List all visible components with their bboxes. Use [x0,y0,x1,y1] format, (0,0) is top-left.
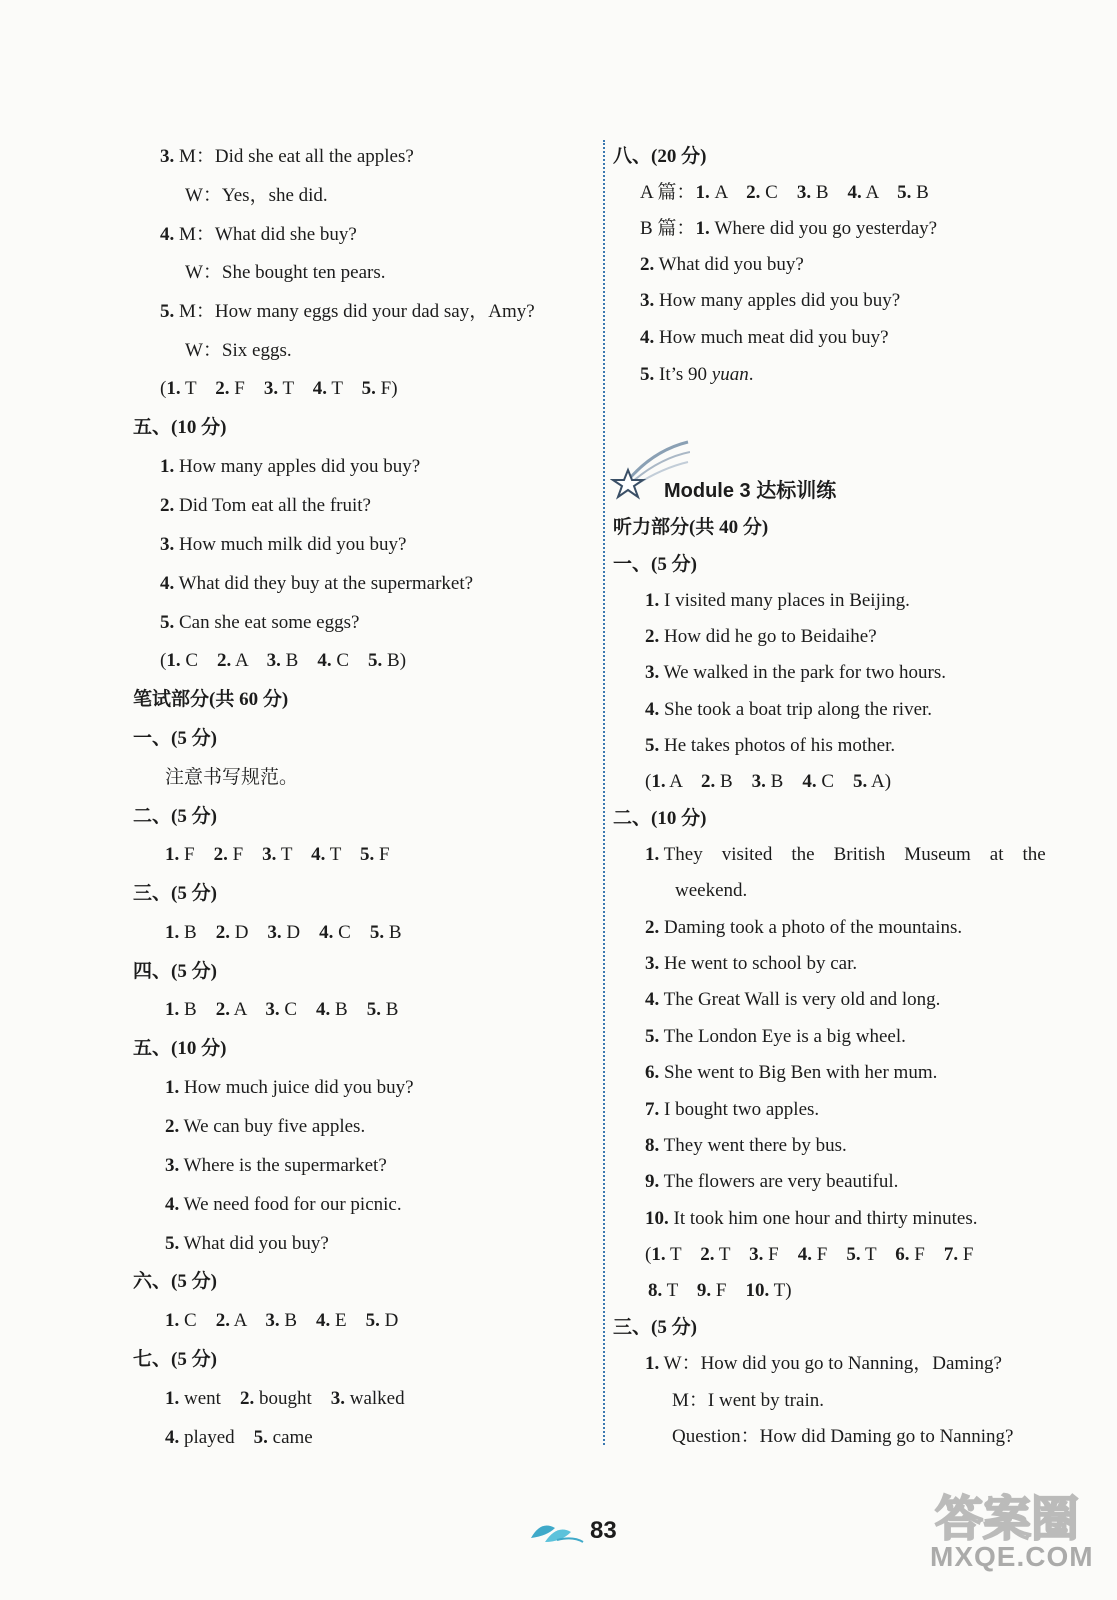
answer-line [675,880,747,902]
section-heading [133,689,288,711]
item-number: 3. [160,146,175,167]
line-text: A 篇：1. A 2. C 3. B 4. A 5. B [640,182,929,203]
answer-line [160,534,406,556]
answer-line [645,735,895,757]
line-text: (1. T 2. T 3. F 4. F 5. T 6. F 7. F [645,1244,974,1265]
line-text: It’s 90 yuan. [654,364,754,385]
answer-line [160,456,420,478]
item-number: 4. [645,699,660,720]
answer-line [165,844,390,866]
line-text: B 篇：1. Where did you go yesterday? [640,218,938,239]
watermark-logo-text: 答案圈 [935,1491,1080,1547]
item-number: 4. [160,573,175,594]
line-text: How many apples did you buy? [174,456,421,477]
line-text: Where is the supermarket? [179,1155,387,1176]
item-number: 3. [160,534,175,555]
answer-line [640,254,804,276]
line-text: 1. B 2. D 3. D 4. C 5. B [165,922,402,943]
line-text: 四、(5 分) [133,961,217,982]
line-text: 听力部分(共 40 分) [613,517,769,538]
answer-line [645,626,877,648]
line-text: 1. F 2. F 3. T 4. T 5. F [165,844,390,865]
line-text: The Great Wall is very old and long. [659,989,941,1010]
line-text: They visited the British Museum at the [659,844,1046,865]
line-text: She took a boat trip along the river. [659,699,933,720]
section-heading [133,1038,226,1060]
item-number: 3. [165,1155,180,1176]
answer-line [160,378,398,400]
line-text: W：She bought ten pears. [185,262,386,283]
line-text: What did you buy? [654,254,804,275]
line-text: 八、(20 分) [613,146,707,167]
answer-line [165,1388,405,1410]
answer-line [645,1244,973,1266]
item-number: 9. [645,1171,660,1192]
answer-line [645,1062,937,1084]
line-text: 一、(5 分) [133,728,217,749]
line-text: 二、(10 分) [613,808,707,829]
item-number: 1. [165,1077,180,1098]
item-number: 5. [640,364,655,385]
line-text: Daming took a photo of the mountains. [659,917,963,938]
answer-line [645,1099,819,1121]
answer-line [640,327,889,349]
item-number: 1. [645,1353,660,1374]
answer-line [645,1135,847,1157]
answer-line [160,495,371,517]
item-number: 6. [645,1062,660,1083]
item-number: 2. [645,917,660,938]
item-number: 7. [645,1099,660,1120]
line-text: He takes photos of his mother. [659,735,896,756]
line-text: How much juice did you buy? [179,1077,414,1098]
answer-line [645,590,910,612]
line-text: 二、(5 分) [133,806,217,827]
line-text: We can buy five apples. [179,1116,366,1137]
item-number: 5. [645,1026,660,1047]
answer-line [640,290,900,312]
answer-line [165,767,298,789]
answer-line [645,662,946,684]
line-text: 一、(5 分) [613,554,697,575]
line-text: M：How many eggs did your dad say，Amy? [174,301,535,322]
answer-line [645,1171,898,1193]
section-heading [613,1317,697,1339]
line-text: 4. played 5. came [165,1427,313,1448]
answer-line [645,953,857,975]
item-number: 2. [160,495,175,516]
line-text: (1. A 2. B 3. B 4. C 5. A) [645,771,892,792]
item-number: 1. [645,590,660,611]
answer-line [645,917,962,939]
answer-line [185,185,328,207]
item-number: 8. [645,1135,660,1156]
answer-line [165,1194,402,1216]
line-text: (1. C 2. A 3. B 4. C 5. B) [160,650,407,671]
item-number: 10. [645,1208,669,1229]
item-number: 2. [165,1116,180,1137]
line-text: How did he go to Beidaihe? [659,626,877,647]
item-number: 5. [160,612,175,633]
answer-line [160,146,414,168]
section-heading [613,554,697,576]
line-text: They went there by bus. [659,1135,847,1156]
item-number: 1. [160,456,175,477]
line-text: Can she eat some eggs? [174,612,360,633]
item-number: 5. [160,301,175,322]
answer-line [672,1426,1013,1448]
item-number: 1. [645,844,660,865]
line-text: I visited many places in Beijing. [659,590,910,611]
line-text: 五、(10 分) [133,417,227,438]
column-divider [603,140,605,1445]
section-heading [613,517,768,539]
line-text: She went to Big Ben with her mum. [659,1062,938,1083]
section-heading [133,417,226,439]
section-heading [613,146,706,168]
section-heading [133,1271,217,1293]
answer-line [645,1026,906,1048]
section-heading [133,961,217,983]
line-text: 1. went 2. bought 3. walked [165,1388,405,1409]
line-text: How much meat did you buy? [654,327,889,348]
answer-line [165,1116,365,1138]
answer-line [165,922,402,944]
line-text: Did Tom eat all the fruit? [174,495,371,516]
answer-line [165,1155,387,1177]
answer-line [640,218,937,240]
line-text: 五、(10 分) [133,1038,227,1059]
item-number: 3. [645,953,660,974]
answer-line [160,301,535,323]
watermark-url: MXQE.COM [930,1541,1094,1572]
line-text: How many apples did you buy? [654,290,901,311]
answer-line [672,1390,824,1412]
answer-line [645,771,891,793]
line-text: It took him one hour and thirty minutes. [668,1208,978,1229]
item-number: 4. [640,327,655,348]
item-number: 4. [160,224,175,245]
module-title: Module 3 达标训练 [664,480,837,502]
line-text: M：I went by train. [672,1390,824,1411]
line-text: 七、(5 分) [133,1349,217,1370]
answer-line [185,262,386,284]
answer-line [185,340,292,362]
answer-line [648,1280,792,1302]
answer-line [165,1233,329,1255]
section-heading [133,1349,217,1371]
item-number: 4. [165,1194,180,1215]
line-text: 三、(5 分) [133,883,217,904]
line-text: 注意书写规范。 [165,767,299,788]
item-number: 5. [645,735,660,756]
answer-line [160,650,406,672]
line-text: 六、(5 分) [133,1271,217,1292]
answer-line [165,999,398,1021]
item-number: 4. [645,989,660,1010]
line-text: (1. T 2. F 3. T 4. T 5. F) [160,378,398,399]
answer-line [165,1427,313,1449]
line-text: W：Six eggs. [185,340,292,361]
line-text: W：Yes，she did. [185,185,328,206]
line-text: We need food for our picnic. [179,1194,402,1215]
leaf-decoration-icon [527,1516,585,1548]
item-number: 2. [645,626,660,647]
answer-line [645,989,940,1011]
answer-line [160,573,473,595]
section-heading [133,728,217,750]
answer-line [645,1353,1002,1375]
answer-line [160,224,357,246]
line-text: 三、(5 分) [613,1317,697,1338]
line-text: Question：How did Daming go to Nanning? [672,1426,1014,1447]
section-heading [133,883,217,905]
line-text: How much milk did you buy? [174,534,407,555]
page-number: 83 [590,1517,617,1544]
line-text: I bought two apples. [659,1099,820,1120]
answer-line [640,182,929,204]
line-text: The flowers are very beautiful. [659,1171,899,1192]
line-text: What did they buy at the supermarket? [174,573,474,594]
answer-line [640,364,753,386]
answer-line [160,612,359,634]
section-heading [613,808,706,830]
line-text: 笔试部分(共 60 分) [133,689,289,710]
answer-line [645,844,1046,866]
line-text: He went to school by car. [659,953,858,974]
line-text: The London Eye is a big wheel. [659,1026,906,1047]
line-text: We walked in the park for two hours. [659,662,946,683]
section-heading [133,806,217,828]
item-number: 3. [640,290,655,311]
item-number: 2. [640,254,655,275]
item-number: 5. [165,1233,180,1254]
item-number: 3. [645,662,660,683]
line-text: 1. C 2. A 3. B 4. E 5. D [165,1310,399,1331]
line-text: weekend. [675,880,748,901]
line-text: 8. T 9. F 10. T) [648,1280,792,1301]
line-text: 1. B 2. A 3. C 4. B 5. B [165,999,399,1020]
line-text: M：Did she eat all the apples? [174,146,414,167]
answer-line [165,1310,398,1332]
line-text: What did you buy? [179,1233,329,1254]
answer-line [165,1077,414,1099]
answer-line [645,699,932,721]
line-text: W：How did you go to Nanning，Daming? [659,1353,1002,1374]
line-text: M：What did she buy? [174,224,357,245]
answer-line [645,1208,977,1230]
